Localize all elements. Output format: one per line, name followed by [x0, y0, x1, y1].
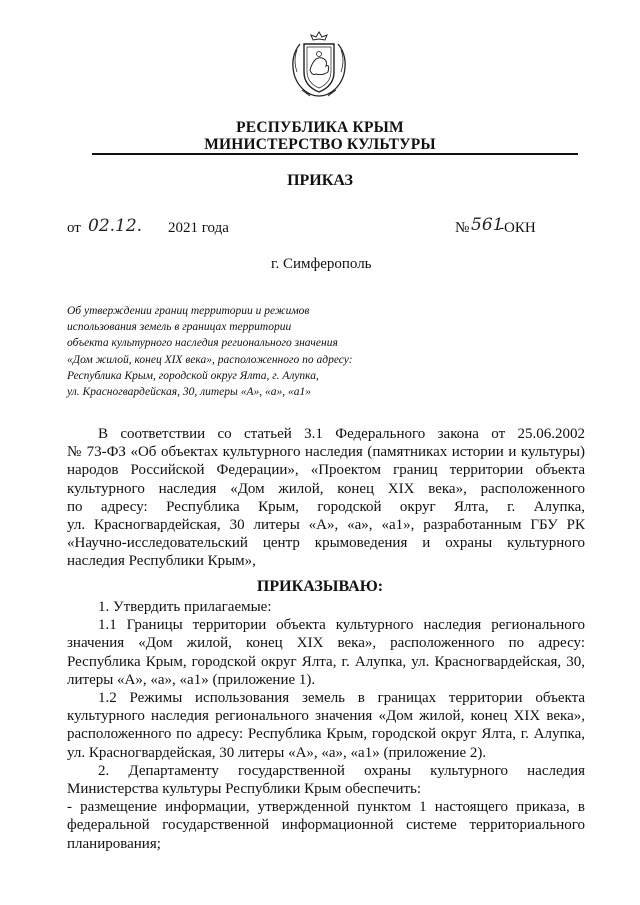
order-items [67, 598, 585, 853]
item-1-2-line: 1.2 Режимы использования земель в границах территории объекта [98, 690, 585, 707]
item-1-1-line: 1.1 Границы территории объекта культурного наследия регионального [98, 617, 585, 634]
org-name-line1: РЕСПУБЛИКА КРЫМ [236, 119, 404, 136]
item-1-1-line: литеры «А», «а», «а1» (приложение 1). [67, 671, 316, 688]
header-divider [92, 153, 578, 155]
preamble-line: по адресу: Республика Крым, городской округ Ялта, г. Алупка, [67, 498, 585, 515]
preamble-line: № 73-ФЗ «Об объектах культурного наследия (памятниках истории и культуры) [67, 444, 585, 461]
number-handwritten: 561 [471, 215, 504, 235]
preamble-line: культурного наследия «Дом жилой, конец XIX века», расположенного [67, 480, 585, 497]
number-suffix: -ОКН [499, 220, 536, 236]
item-1: 1. Утвердить прилагаемые: [98, 599, 272, 615]
org-name-line2: МИНИСТЕРСТВО КУЛЬТУРЫ [204, 136, 436, 153]
item-1-2-line: ул. Красногвардейская, 30 литеры «А», «а», «а1» (приложение 2). [67, 744, 487, 761]
crimea-coat-of-arms-emblem [288, 30, 350, 100]
item-2-line: 2. Департаменту государственной охраны культурного наследия [98, 762, 585, 779]
item-1-1-line: Республика Крым, городской округ Ялта, г. Алупка, ул. Красногвардейская, 30, [67, 653, 585, 670]
subject-line: ул. Красногвардейская, 30, литеры «А», «а», «а1» [67, 386, 311, 399]
item-1-1-line: значения «Дом жилой, конец XIX века», расположенного по адресу: [67, 635, 585, 652]
subject-line: использования земель в границах территории [67, 321, 292, 334]
preamble-line: наследия Республики Крым», [67, 553, 256, 570]
date-year: 2021 года [168, 220, 229, 236]
preamble-line: ул. Красногвардейская, 30 литеры «А», «а», «а1», разработанным ГБУ РК [67, 517, 585, 534]
subject-line: объекта культурного наследия регионального значения [67, 337, 338, 350]
city-line: г. Симферополь [271, 256, 372, 272]
document-title: ПРИКАЗ [287, 172, 353, 189]
preamble-line: народов Российской Федерации», «Проектом границ территории объекта [67, 462, 585, 479]
item-1-2-line: культурного наследия регионального значения «Дом жилой, конец XIX века», [67, 708, 585, 725]
preamble-line: В соответствии со статьей 3.1 Федерального закона от 25.06.2002 [98, 426, 585, 442]
subject-line: Республика Крым, городской округ Ялта, г. Алупка, [67, 369, 319, 382]
subject-line: Об утверждении границ территории и режимов [67, 305, 310, 317]
subject-block [67, 303, 427, 400]
order-heading: ПРИКАЗЫВАЮ: [256, 578, 384, 595]
item-1-2-line: расположенного по адресу: Республика Крым, городской округ Ялта, г. Алупка, [67, 726, 585, 743]
subject-line: «Дом жилой, конец XIX века», расположенного по адресу: [67, 353, 353, 366]
item-2-bullet-line: федеральной государственной информационной системе территориального [67, 817, 585, 834]
date-prefix: от [67, 220, 81, 236]
preamble-line: «Научно-исследовательский центр крымоведения и охраны культурного [67, 535, 585, 552]
item-2-line: Министерства культуры Республики Крым обеспечить: [67, 781, 422, 798]
preamble-paragraph [67, 425, 585, 571]
item-2-bullet-line: планирования; [67, 835, 161, 852]
number-prefix: № [455, 220, 470, 236]
item-2-bullet-line: - размещение информации, утвержденной пунктом 1 настоящего приказа, в [67, 799, 585, 816]
date-handwritten: 02.12. [88, 216, 143, 236]
